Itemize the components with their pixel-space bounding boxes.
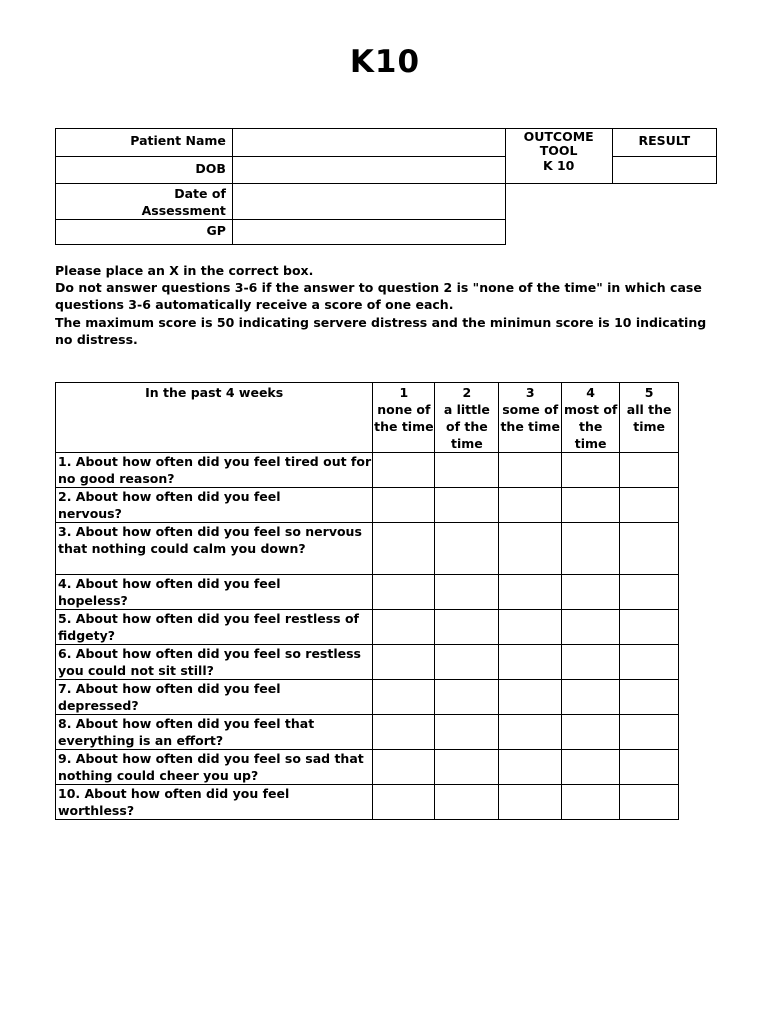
answer-cell[interactable] — [435, 453, 499, 488]
option-number: 4 — [586, 385, 595, 400]
answer-cell[interactable] — [620, 523, 679, 575]
gp-field[interactable] — [232, 220, 505, 245]
answer-cell[interactable] — [620, 645, 679, 680]
gp-label: GP — [56, 220, 233, 245]
answer-cell[interactable] — [373, 715, 435, 750]
question-2: 2. About how often did you feel nervous? — [56, 488, 373, 523]
outcome-tool-cell — [505, 129, 612, 184]
question-4: 4. About how often did you feel hopeless? — [56, 575, 373, 610]
option-header-1 — [373, 383, 435, 453]
answer-cell[interactable] — [620, 453, 679, 488]
option-label: a little of the time — [443, 402, 490, 451]
instructions — [55, 262, 720, 348]
table-row — [56, 750, 679, 785]
answer-cell[interactable] — [620, 575, 679, 610]
answer-cell[interactable] — [620, 610, 679, 645]
question-7: 7. About how often did you feel depressed? — [56, 680, 373, 715]
answer-cell[interactable] — [562, 680, 620, 715]
answer-cell[interactable] — [373, 645, 435, 680]
answer-cell[interactable] — [620, 785, 679, 820]
answer-cell[interactable] — [435, 610, 499, 645]
answer-cell[interactable] — [373, 523, 435, 575]
option-label: all the time — [626, 402, 672, 434]
instruction-line: Do not answer questions 3-6 if the answer to question 2 is "none of the time" in which case questions 3-6 automatically receive a score of one each. — [55, 280, 702, 313]
dob-label: DOB — [56, 157, 233, 184]
question-9: 9. About how often did you feel so sad that nothing could cheer you up? — [56, 750, 373, 785]
result-field[interactable] — [612, 157, 716, 184]
answer-cell[interactable] — [435, 715, 499, 750]
answer-cell[interactable] — [499, 750, 562, 785]
answer-cell[interactable] — [373, 453, 435, 488]
answer-cell[interactable] — [499, 523, 562, 575]
patient-info-table — [55, 128, 717, 245]
answer-cell[interactable] — [373, 680, 435, 715]
answer-cell[interactable] — [435, 575, 499, 610]
question-8: 8. About how often did you feel that everything is an effort? — [56, 715, 373, 750]
answer-cell[interactable] — [499, 453, 562, 488]
answer-cell[interactable] — [562, 453, 620, 488]
table-row — [56, 575, 679, 610]
table-row — [56, 680, 679, 715]
option-number: 1 — [399, 385, 409, 400]
answer-cell[interactable] — [620, 680, 679, 715]
answer-cell[interactable] — [620, 488, 679, 523]
option-label: none of the time — [374, 402, 434, 434]
answer-cell[interactable] — [435, 785, 499, 820]
instruction-line: The maximum score is 50 indicating servere distress and the minimun score is 10 indicating no distress. — [55, 314, 707, 347]
option-header-2 — [435, 383, 499, 453]
page-title: K10 — [349, 44, 421, 80]
question-3: 3. About how often did you feel so nervous that nothing could calm you down? — [56, 523, 373, 575]
answer-cell[interactable] — [373, 575, 435, 610]
answer-cell[interactable] — [562, 610, 620, 645]
answer-cell[interactable] — [499, 575, 562, 610]
questionnaire-header: In the past 4 weeks — [56, 383, 373, 453]
answer-cell[interactable] — [499, 645, 562, 680]
k10-questionnaire-table — [55, 382, 679, 820]
answer-cell[interactable] — [373, 750, 435, 785]
answer-cell[interactable] — [562, 645, 620, 680]
option-label: most of the time — [563, 402, 618, 451]
table-row — [56, 610, 679, 645]
answer-cell[interactable] — [562, 785, 620, 820]
option-number: 3 — [525, 385, 535, 400]
answer-cell[interactable] — [435, 523, 499, 575]
answer-cell[interactable] — [373, 785, 435, 820]
answer-cell[interactable] — [373, 488, 435, 523]
patient-name-field[interactable] — [232, 129, 505, 157]
table-row — [56, 645, 679, 680]
answer-cell[interactable] — [562, 750, 620, 785]
answer-cell[interactable] — [499, 785, 562, 820]
answer-cell[interactable] — [499, 680, 562, 715]
question-6: 6. About how often did you feel so restless you could not sit still? — [56, 645, 373, 680]
date-of-assessment-label: Date of Assessment — [56, 184, 233, 220]
outcome-tool-label: OUTCOME TOOL — [523, 129, 594, 158]
answer-cell[interactable] — [435, 680, 499, 715]
answer-cell[interactable] — [435, 488, 499, 523]
table-row — [56, 488, 679, 523]
option-number: 5 — [644, 385, 654, 400]
answer-cell[interactable] — [499, 488, 562, 523]
option-number: 2 — [462, 385, 472, 400]
date-of-assessment-field[interactable] — [232, 184, 505, 220]
result-label: RESULT — [612, 129, 716, 157]
option-header-5 — [620, 383, 679, 453]
question-1: 1. About how often did you feel tired out for no good reason? — [56, 453, 373, 488]
table-row — [56, 453, 679, 488]
dob-field[interactable] — [232, 157, 505, 184]
answer-cell[interactable] — [373, 610, 435, 645]
table-row — [56, 523, 679, 575]
question-10: 10. About how often did you feel worthless? — [56, 785, 373, 820]
patient-name-label: Patient Name — [56, 129, 233, 157]
outcome-tool-value: K 10 — [542, 158, 575, 173]
table-row — [56, 715, 679, 750]
answer-cell[interactable] — [499, 610, 562, 645]
answer-cell[interactable] — [435, 645, 499, 680]
answer-cell[interactable] — [562, 715, 620, 750]
answer-cell[interactable] — [620, 715, 679, 750]
instruction-line: Please place an X in the correct box. — [55, 263, 314, 278]
option-label: some of the time — [500, 402, 560, 434]
answer-cell[interactable] — [562, 523, 620, 575]
answer-cell[interactable] — [620, 750, 679, 785]
question-5: 5. About how often did you feel restless of fidgety? — [56, 610, 373, 645]
answer-cell[interactable] — [562, 488, 620, 523]
answer-cell[interactable] — [435, 750, 499, 785]
option-header-4 — [562, 383, 620, 453]
answer-cell[interactable] — [562, 575, 620, 610]
table-row — [56, 785, 679, 820]
answer-cell[interactable] — [499, 715, 562, 750]
option-header-3 — [499, 383, 562, 453]
